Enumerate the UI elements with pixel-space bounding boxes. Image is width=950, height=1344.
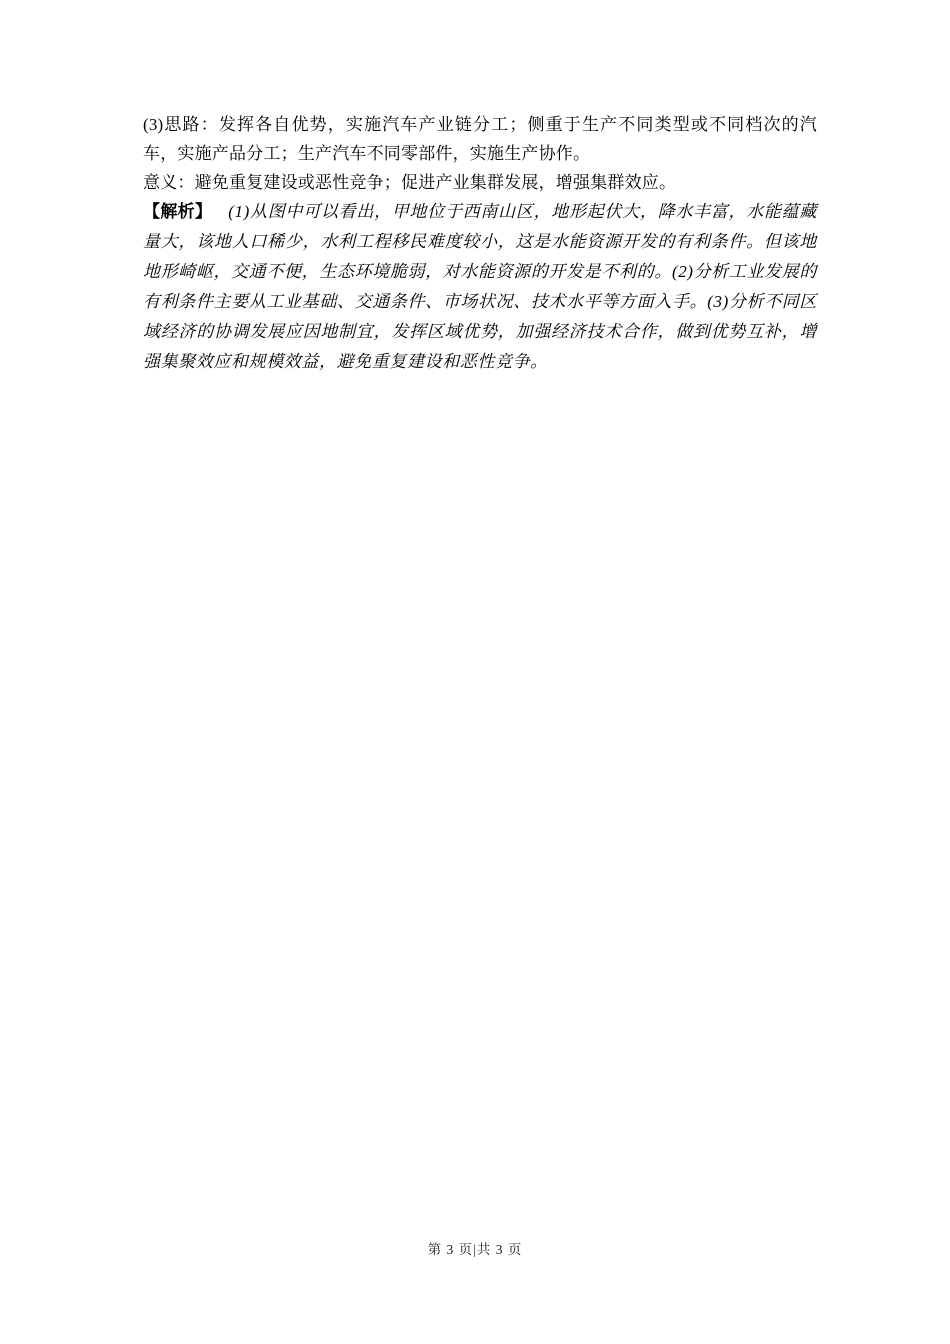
document-content [143, 110, 817, 377]
answer-paragraph-thinking: (3)思路：发挥各自优势，实施汽车产业链分工；侧重于生产不同类型或不同档次的汽车，实施产品分工；生产汽车不同零部件，实施生产协作。 [143, 115, 817, 163]
answer-paragraph-meaning: 意义：避免重复建设或恶性竞争；促进产业集群发展，增强集群效应。 [143, 173, 677, 192]
page-number-label: 第 3 页|共 3 页 [427, 1242, 523, 1257]
analysis-label: 【解析】 [143, 202, 213, 221]
analysis-paragraph [143, 197, 817, 377]
analysis-text: (1)从图中可以看出，甲地位于西南山区，地形起伏大，降水丰富，水能蕴藏量大，该地人口稀少，水利工程移民难度较小，这是水能资源开发的有利条件。但该地地形崎岖，交通不便，生态环境脆弱，对水能资源的开发是不利的。(2)分析工业发展的有利条件主要从工业基础、交通条件、市场状况、技术水平等方面入手。(3)分析不同区域经济的协调发展应因地制宜，发挥区域优势，加强经济技术合作，做到优势互补，增强集聚效应和规模效益，避免重复建设和恶性竞争。 [143, 202, 817, 371]
page-footer [0, 1238, 950, 1258]
